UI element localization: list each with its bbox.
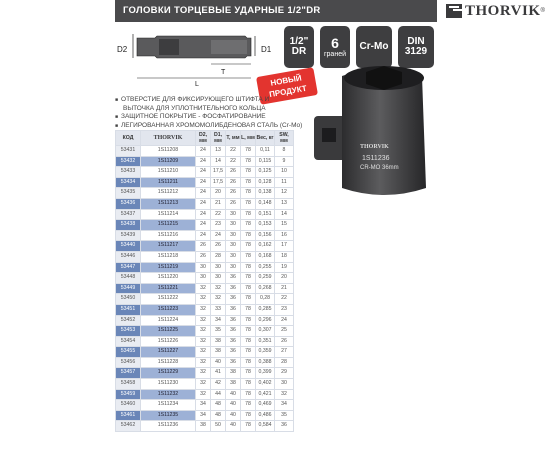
product-marking-1: 1S11236 — [362, 155, 390, 162]
table-row — [116, 146, 294, 157]
cell-weight: 0,138 — [256, 188, 275, 199]
cell-article: 1S11227 — [141, 347, 196, 358]
product-marking-2: CR-MO 36mm — [360, 165, 399, 171]
cell-d1: 41 — [211, 368, 226, 379]
label-l: L — [195, 81, 199, 88]
cell-code: 53433 — [116, 167, 141, 178]
cell-t: 40 — [226, 389, 241, 400]
cell-weight: 0,28 — [256, 294, 275, 305]
cell-t: 30 — [226, 220, 241, 231]
registered-mark: ® — [540, 8, 545, 14]
cell-t: 36 — [226, 336, 241, 347]
cell-d1: 24 — [211, 230, 226, 241]
cell-article: 1S11217 — [141, 241, 196, 252]
table-row — [116, 315, 294, 326]
label-d2: D2 — [117, 45, 128, 54]
brand-logo — [446, 2, 545, 20]
cell-t: 22 — [226, 156, 241, 167]
cell-t: 26 — [226, 188, 241, 199]
table-row — [116, 283, 294, 294]
cell-l: 78 — [241, 304, 256, 315]
col-sw: SW, мм — [275, 131, 294, 146]
cell-weight: 0,128 — [256, 177, 275, 188]
cell-d1: 22 — [211, 209, 226, 220]
cell-t: 30 — [226, 262, 241, 273]
table-row — [116, 326, 294, 337]
cell-d1: 23 — [211, 220, 226, 231]
cell-weight: 0,285 — [256, 304, 275, 315]
cell-d1: 42 — [211, 379, 226, 390]
cell-l: 78 — [241, 400, 256, 411]
cell-d1: 33 — [211, 304, 226, 315]
cell-d1: 17,5 — [211, 167, 226, 178]
cell-article: 1S11211 — [141, 177, 196, 188]
cell-code: 53440 — [116, 241, 141, 252]
table-row — [116, 294, 294, 305]
cell-d1: 32 — [211, 294, 226, 305]
cell-d2: 26 — [196, 241, 211, 252]
cell-code: 53458 — [116, 379, 141, 390]
feature-item: ■ ЗАЩИТНОЕ ПОКРЫТИЕ - ФОСФАТИРОВАНИЕ — [115, 113, 365, 122]
cell-d2: 38 — [196, 421, 211, 432]
cell-t: 40 — [226, 421, 241, 432]
cell-code: 53446 — [116, 251, 141, 262]
cell-weight: 0,307 — [256, 326, 275, 337]
cell-d2: 24 — [196, 198, 211, 209]
cell-article: 1S11214 — [141, 209, 196, 220]
cell-d2: 32 — [196, 283, 211, 294]
cell-d1: 34 — [211, 315, 226, 326]
cell-article: 1S11210 — [141, 167, 196, 178]
cell-weight: 0,115 — [256, 156, 275, 167]
cell-code: 53432 — [116, 156, 141, 167]
col-t: T, мм — [226, 131, 241, 146]
cell-l: 78 — [241, 198, 256, 209]
cell-t: 40 — [226, 410, 241, 421]
cell-sw: 14 — [275, 209, 294, 220]
specs-table — [115, 130, 294, 432]
table-row — [116, 156, 294, 167]
feature-item: ■ ОТВЕРСТИЕ ДЛЯ ФИКСИРУЮЩЕГО ШТИФТА И — [115, 96, 365, 105]
cell-d2: 32 — [196, 368, 211, 379]
badge-material: Cr-Mo — [356, 26, 392, 68]
cell-l: 78 — [241, 241, 256, 252]
cell-sw: 19 — [275, 262, 294, 273]
cell-d1: 44 — [211, 389, 226, 400]
table-row — [116, 304, 294, 315]
table-row — [116, 220, 294, 231]
cell-sw: 20 — [275, 273, 294, 284]
cell-t: 26 — [226, 198, 241, 209]
cell-sw: 30 — [275, 379, 294, 390]
cell-code: 53456 — [116, 357, 141, 368]
cell-d2: 24 — [196, 230, 211, 241]
cell-weight: 0,486 — [256, 410, 275, 421]
cell-d1: 26 — [211, 241, 226, 252]
cell-d2: 30 — [196, 262, 211, 273]
cell-d2: 32 — [196, 294, 211, 305]
cell-l: 78 — [241, 167, 256, 178]
new-product-tag: НОВЫЙ ПРОДУКТ — [256, 67, 318, 105]
cell-sw: 11 — [275, 177, 294, 188]
cell-weight: 0,11 — [256, 146, 275, 157]
cell-weight: 0,259 — [256, 273, 275, 284]
cell-d1: 38 — [211, 336, 226, 347]
cell-article: 1S11219 — [141, 262, 196, 273]
cell-d1: 17,5 — [211, 177, 226, 188]
cell-t: 36 — [226, 347, 241, 358]
cell-code: 53434 — [116, 177, 141, 188]
cell-article: 1S11220 — [141, 273, 196, 284]
cell-d2: 34 — [196, 400, 211, 411]
cell-l: 78 — [241, 146, 256, 157]
cell-weight: 0,351 — [256, 336, 275, 347]
cell-code: 53452 — [116, 315, 141, 326]
cell-d2: 32 — [196, 326, 211, 337]
cell-sw: 25 — [275, 326, 294, 337]
badge-faces: 6 граней — [320, 26, 350, 68]
col-weight: Вес, кг — [256, 131, 275, 146]
cell-weight: 0,268 — [256, 283, 275, 294]
cell-code: 53454 — [116, 336, 141, 347]
cell-article: 1S11236 — [141, 421, 196, 432]
cell-l: 78 — [241, 326, 256, 337]
cell-sw: 29 — [275, 368, 294, 379]
cell-l: 78 — [241, 209, 256, 220]
cell-t: 36 — [226, 304, 241, 315]
cell-l: 78 — [241, 357, 256, 368]
table-row — [116, 198, 294, 209]
table-row — [116, 421, 294, 432]
cell-weight: 0,255 — [256, 262, 275, 273]
cell-l: 78 — [241, 410, 256, 421]
cell-sw: 28 — [275, 357, 294, 368]
cell-article: 1S11218 — [141, 251, 196, 262]
cell-weight: 0,125 — [256, 167, 275, 178]
cell-l: 78 — [241, 379, 256, 390]
cell-code: 53447 — [116, 262, 141, 273]
cell-weight: 0,469 — [256, 400, 275, 411]
cell-l: 78 — [241, 273, 256, 284]
cell-code: 53448 — [116, 273, 141, 284]
label-d1: D1 — [261, 45, 272, 54]
cell-t: 22 — [226, 146, 241, 157]
cell-article: 1S11223 — [141, 304, 196, 315]
cell-article: 1S11216 — [141, 230, 196, 241]
cell-d1: 13 — [211, 146, 226, 157]
cell-sw: 8 — [275, 146, 294, 157]
cell-l: 78 — [241, 347, 256, 358]
cell-article: 1S11235 — [141, 410, 196, 421]
cell-weight: 0,162 — [256, 241, 275, 252]
cell-weight: 0,153 — [256, 220, 275, 231]
cell-d2: 32 — [196, 315, 211, 326]
cell-sw: 18 — [275, 251, 294, 262]
cell-d1: 28 — [211, 251, 226, 262]
cell-sw: 24 — [275, 315, 294, 326]
cell-t: 36 — [226, 315, 241, 326]
cell-sw: 35 — [275, 410, 294, 421]
cell-weight: 0,388 — [256, 357, 275, 368]
cell-code: 53455 — [116, 347, 141, 358]
cell-article: 1S11225 — [141, 326, 196, 337]
brand-name: THORVIK — [465, 2, 541, 19]
cell-weight: 0,584 — [256, 421, 275, 432]
table-row — [116, 400, 294, 411]
table-body — [116, 146, 294, 432]
table-row — [116, 188, 294, 199]
cell-sw: 21 — [275, 283, 294, 294]
cell-code: 53437 — [116, 209, 141, 220]
cell-sw: 9 — [275, 156, 294, 167]
cell-t: 36 — [226, 357, 241, 368]
feature-item-cont: ВЫТОЧКА ДЛЯ УПЛОТНИТЕЛЬНОГО КОЛЬЦА — [123, 104, 266, 112]
cell-d2: 32 — [196, 304, 211, 315]
cell-weight: 0,148 — [256, 198, 275, 209]
cell-d2: 26 — [196, 251, 211, 262]
cell-l: 78 — [241, 251, 256, 262]
cell-sw: 12 — [275, 188, 294, 199]
cell-t: 30 — [226, 241, 241, 252]
table-row — [116, 347, 294, 358]
cell-d2: 34 — [196, 410, 211, 421]
cell-d2: 32 — [196, 347, 211, 358]
cell-article: 1S11232 — [141, 389, 196, 400]
feature-item: ■ ЛЕГИРОВАННАЯ ХРОМОМОЛИБДЕНОВАЯ СТАЛЬ (Cr-Mo) — [115, 122, 365, 131]
cell-l: 78 — [241, 336, 256, 347]
cell-sw: 36 — [275, 421, 294, 432]
cell-sw: 13 — [275, 198, 294, 209]
col-d2: D2, мм — [196, 131, 211, 146]
table-row — [116, 379, 294, 390]
cell-l: 78 — [241, 188, 256, 199]
table-row — [116, 241, 294, 252]
cell-weight: 0,402 — [256, 379, 275, 390]
cell-code: 53453 — [116, 326, 141, 337]
col-article: THORVIK — [141, 131, 196, 146]
cell-t: 26 — [226, 177, 241, 188]
cell-article: 1S11208 — [141, 146, 196, 157]
brand-mark-icon — [446, 4, 462, 18]
cell-l: 78 — [241, 177, 256, 188]
cell-weight: 0,156 — [256, 230, 275, 241]
cell-d2: 24 — [196, 167, 211, 178]
cell-d2: 32 — [196, 357, 211, 368]
cell-code: 53439 — [116, 230, 141, 241]
cell-article: 1S11234 — [141, 400, 196, 411]
cell-d2: 32 — [196, 389, 211, 400]
badge-standard: DIN 3129 — [398, 26, 434, 68]
cell-article: 1S11209 — [141, 156, 196, 167]
cell-weight: 0,359 — [256, 347, 275, 358]
cell-d1: 30 — [211, 273, 226, 284]
cell-article: 1S11212 — [141, 188, 196, 199]
cell-article: 1S11222 — [141, 294, 196, 305]
table-row — [116, 368, 294, 379]
cell-weight: 0,168 — [256, 251, 275, 262]
cell-article: 1S11226 — [141, 336, 196, 347]
cell-sw: 27 — [275, 347, 294, 358]
col-d1: D1, мм — [211, 131, 226, 146]
cell-article: 1S11228 — [141, 357, 196, 368]
cell-d1: 20 — [211, 188, 226, 199]
cell-l: 78 — [241, 156, 256, 167]
cell-d2: 32 — [196, 336, 211, 347]
cell-code: 53435 — [116, 188, 141, 199]
cell-t: 36 — [226, 283, 241, 294]
table-row — [116, 410, 294, 421]
cell-sw: 22 — [275, 294, 294, 305]
cell-sw: 26 — [275, 336, 294, 347]
label-t: T — [221, 69, 226, 76]
cell-sw: 15 — [275, 220, 294, 231]
table-row — [116, 273, 294, 284]
cell-d1: 48 — [211, 400, 226, 411]
cell-t: 40 — [226, 400, 241, 411]
cell-d2: 24 — [196, 146, 211, 157]
product-brand: THORVIK — [360, 144, 389, 150]
cell-t: 30 — [226, 251, 241, 262]
cell-t: 38 — [226, 368, 241, 379]
table-row — [116, 336, 294, 347]
cell-d2: 24 — [196, 220, 211, 231]
table-row — [116, 230, 294, 241]
cell-article: 1S11215 — [141, 220, 196, 231]
cell-l: 78 — [241, 294, 256, 305]
cell-sw: 17 — [275, 241, 294, 252]
cell-article: 1S11229 — [141, 368, 196, 379]
cell-weight: 0,421 — [256, 389, 275, 400]
cell-d1: 32 — [211, 283, 226, 294]
cell-sw: 34 — [275, 400, 294, 411]
cell-code: 53459 — [116, 389, 141, 400]
cell-weight: 0,296 — [256, 315, 275, 326]
cell-weight: 0,151 — [256, 209, 275, 220]
cell-d2: 30 — [196, 273, 211, 284]
cell-code: 53462 — [116, 421, 141, 432]
cell-code: 53461 — [116, 410, 141, 421]
cell-sw: 16 — [275, 230, 294, 241]
table-row — [116, 251, 294, 262]
table-row — [116, 209, 294, 220]
cell-code: 53460 — [116, 400, 141, 411]
table-row — [116, 167, 294, 178]
cell-sw: 32 — [275, 389, 294, 400]
cell-d1: 50 — [211, 421, 226, 432]
table-header-row — [116, 131, 294, 146]
cell-l: 78 — [241, 315, 256, 326]
header-title: ГОЛОВКИ ТОРЦЕВЫЕ УДАРНЫЕ 1/2"DR — [123, 5, 321, 16]
cell-d1: 21 — [211, 198, 226, 209]
cell-article: 1S11213 — [141, 198, 196, 209]
cell-d2: 24 — [196, 156, 211, 167]
cell-sw: 10 — [275, 167, 294, 178]
cell-d2: 24 — [196, 209, 211, 220]
cell-l: 78 — [241, 389, 256, 400]
cell-d2: 32 — [196, 379, 211, 390]
cell-d1: 48 — [211, 410, 226, 421]
cell-l: 78 — [241, 421, 256, 432]
cell-sw: 23 — [275, 304, 294, 315]
table-row — [116, 177, 294, 188]
col-code: КОД — [116, 131, 141, 146]
product-photo — [302, 56, 452, 206]
cell-d1: 30 — [211, 262, 226, 273]
cell-code: 53438 — [116, 220, 141, 231]
table-row — [116, 262, 294, 273]
col-l: L, мм — [241, 131, 256, 146]
catalog-header — [115, 0, 437, 22]
cell-article: 1S11230 — [141, 379, 196, 390]
table-row — [116, 357, 294, 368]
cell-l: 78 — [241, 230, 256, 241]
cell-d1: 35 — [211, 326, 226, 337]
cell-d1: 14 — [211, 156, 226, 167]
cell-t: 30 — [226, 209, 241, 220]
cell-d1: 40 — [211, 357, 226, 368]
cell-code: 53450 — [116, 294, 141, 305]
cell-code: 53449 — [116, 283, 141, 294]
cell-t: 30 — [226, 230, 241, 241]
cell-l: 78 — [241, 220, 256, 231]
cell-article: 1S11221 — [141, 283, 196, 294]
cell-l: 78 — [241, 283, 256, 294]
socket-drawing — [115, 26, 275, 88]
cell-code: 53431 — [116, 146, 141, 157]
cell-t: 36 — [226, 294, 241, 305]
cell-t: 36 — [226, 273, 241, 284]
cell-l: 78 — [241, 368, 256, 379]
cell-article: 1S11224 — [141, 315, 196, 326]
cell-code: 53451 — [116, 304, 141, 315]
cell-t: 26 — [226, 167, 241, 178]
cell-d2: 24 — [196, 188, 211, 199]
cell-d1: 38 — [211, 347, 226, 358]
table-row — [116, 389, 294, 400]
cell-code: 53436 — [116, 198, 141, 209]
cell-t: 36 — [226, 326, 241, 337]
cell-weight: 0,399 — [256, 368, 275, 379]
cell-code: 53457 — [116, 368, 141, 379]
cell-t: 38 — [226, 379, 241, 390]
badge-drive: 1/2" DR — [284, 26, 314, 68]
cell-l: 78 — [241, 262, 256, 273]
cell-d2: 24 — [196, 177, 211, 188]
